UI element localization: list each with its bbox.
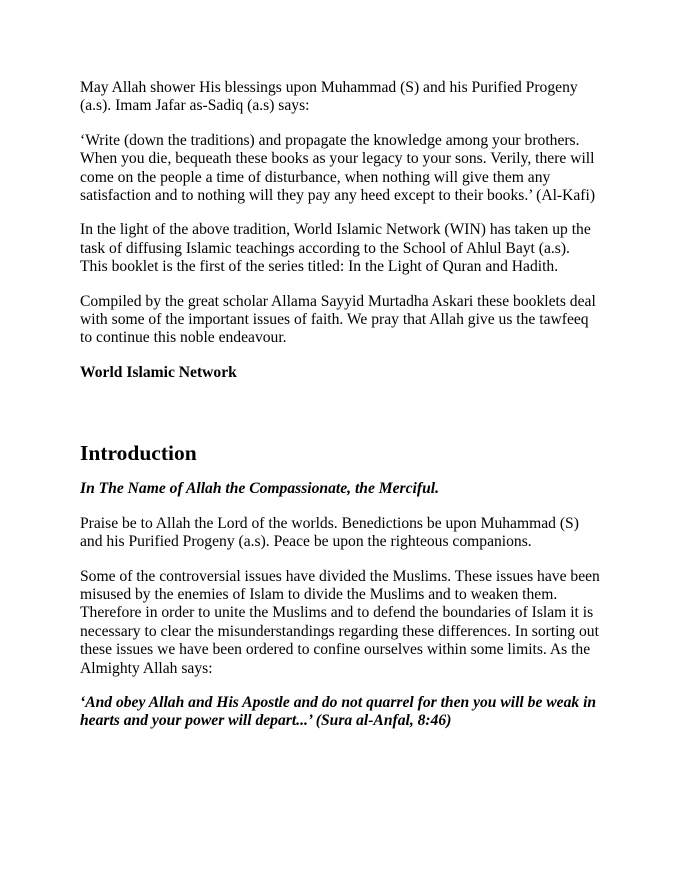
paragraph-praise: Praise be to Allah the Lord of the worlds. Benedictions be upon Muhammad (S) and his Purified Progeny (a.s). Peace be upon the righteous companions.: [80, 514, 579, 551]
quran-quote: ‘And obey Allah and His Apostle and do not quarrel for then you will be weak in hearts and your power will depart...’ (Sura al-Anfal, 8:46): [80, 693, 597, 730]
paragraph-win-tradition: In the light of the above tradition, World Islamic Network (WIN) has taken up the task of diffusing Islamic teachings according to the School of Ahlul Bayt (a.s). This booklet is the first of the series titled: In the Light of Quran and Hadith.: [80, 221, 591, 276]
heading-introduction: Introduction: [80, 441, 197, 466]
paragraph-blessings: May Allah shower His blessings upon Muhammad (S) and his Purified Progeny (a.s). Imam Jafar as-Sadiq (a.s) says:: [80, 79, 578, 115]
paragraph-compiled-by: Compiled by the great scholar Allama Sayyid Murtadha Askari these booklets deal with some of the important issues of faith. We pray that Allah give us the tawfeeq to continue this noble endeavour.: [80, 292, 596, 347]
paragraph-imam-quote: ‘Write (down the traditions) and propagate the knowledge among your brothers. When you die, bequeath these books as your legacy to your sons. Verily, there will come on the people a time of disturbance, when nothing will give them any satisfaction and to nothing will they pay any heed except to their books.’ (Al-Kafi): [80, 131, 596, 205]
signature-world-islamic-network: World Islamic Network: [80, 363, 237, 381]
bismillah-line: In The Name of Allah the Compassionate, the Merciful.: [80, 480, 439, 498]
paragraph-controversial-issues: Some of the controversial issues have divided the Muslims. These issues have been misused by the enemies of Islam to divide the Muslims and to weaken them. Therefore in order to unite the Muslims and to defend the boundaries of Islam it is necessary to clear the misunderstandings regarding these differences. In sorting out these issues we have been ordered to confine ourselves within some limits. As the Almighty Allah says:: [80, 567, 600, 677]
document-page: [80, 79, 600, 731]
